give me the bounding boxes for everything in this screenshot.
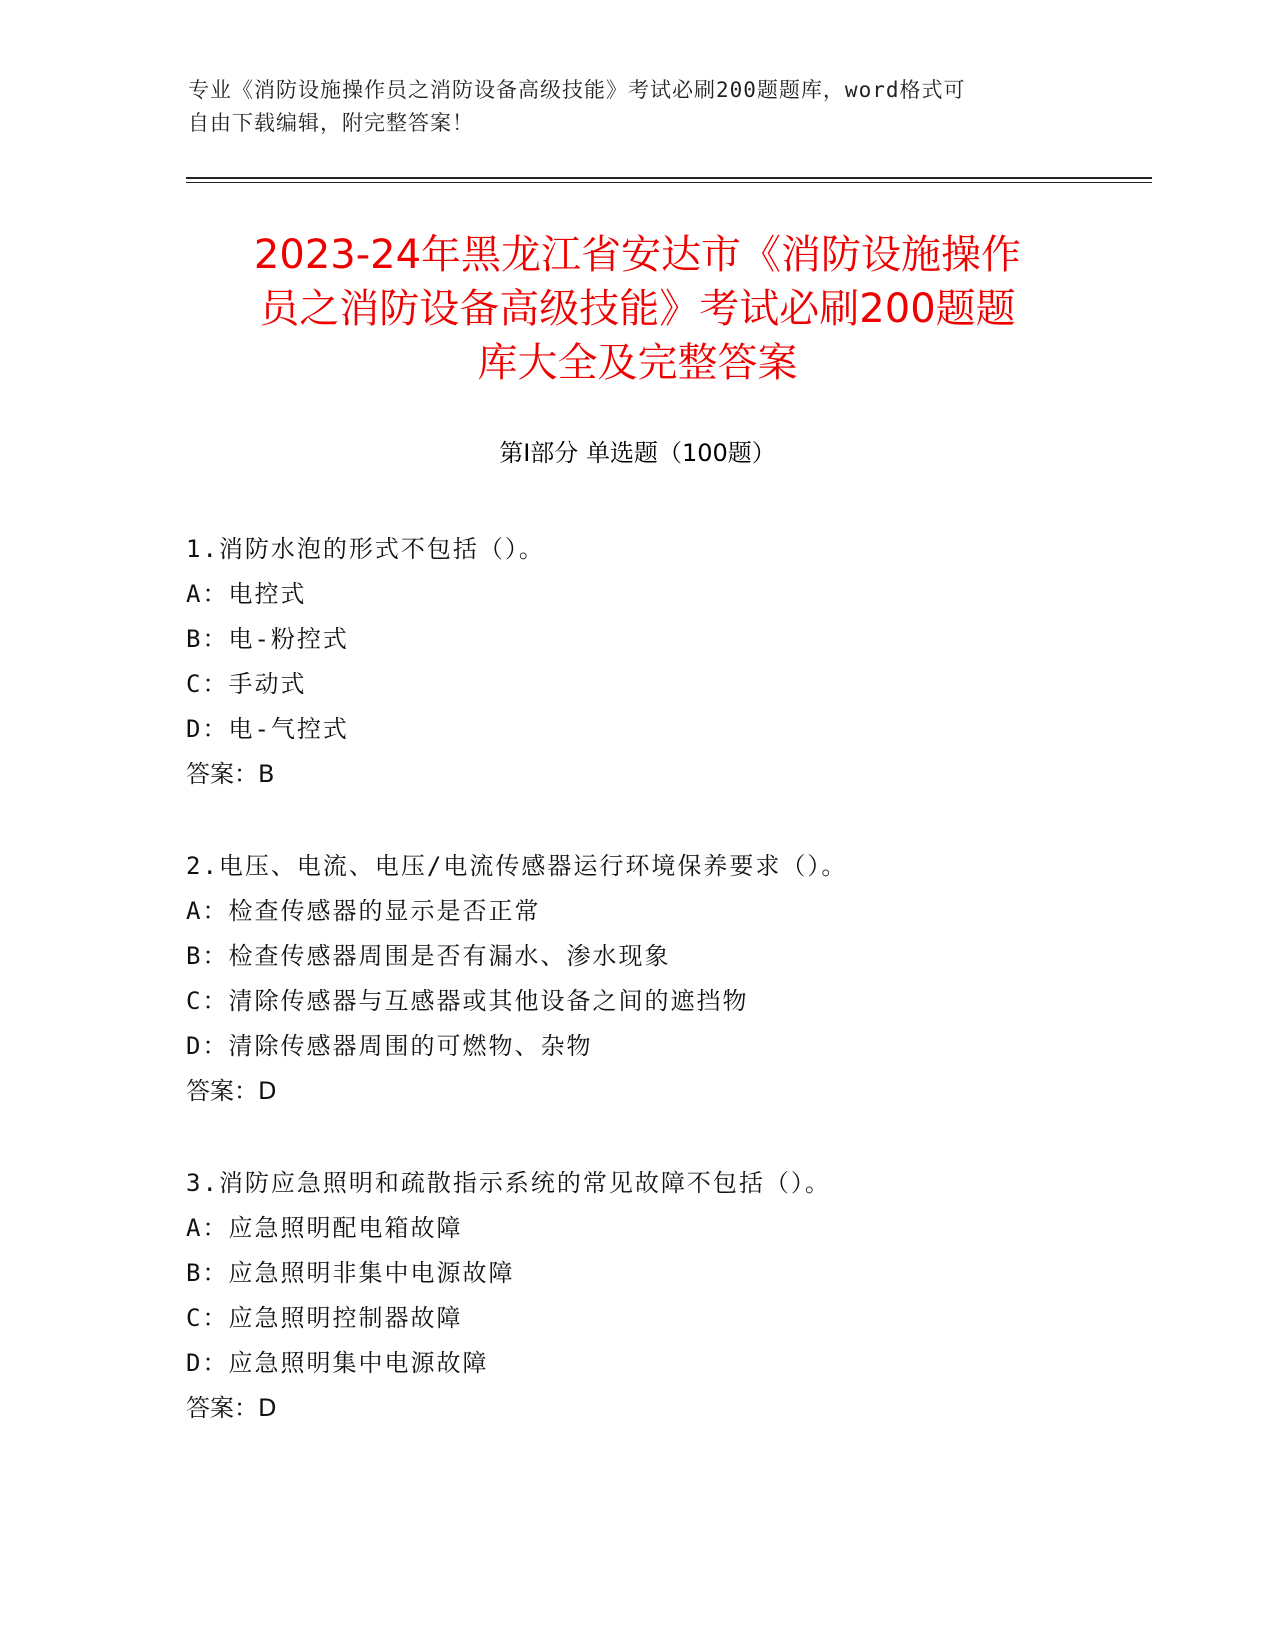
option-d: D：电-气控式 [186,715,349,743]
option-b: B：电-粉控式 [186,625,349,653]
option-b: B：应急照明非集中电源故障 [186,1259,515,1287]
question-3 [186,1161,1086,1431]
header-divider-thin [186,182,1152,183]
header-note-line-2: 自由下载编辑，附完整答案！ [188,111,474,135]
option-c: C：清除传感器与互感器或其他设备之间的遮挡物 [186,987,749,1015]
title-line-3: 库大全及完整答案 [477,340,798,386]
title-line-1: 2023-24年黑龙江省安达市《消防设施操作 [253,232,1022,278]
option-d: D：应急照明集中电源故障 [186,1349,489,1377]
section-heading: 第I部分 单选题（100题） [499,439,776,467]
question-1 [186,527,1086,797]
header-note [188,74,1068,140]
option-a: A：检查传感器的显示是否正常 [186,897,541,925]
question-stem: 3.消防应急照明和疏散指示系统的常见故障不包括（）。 [186,1169,831,1197]
option-c: C：应急照明控制器故障 [186,1304,463,1332]
answer: 答案：B [186,760,275,788]
option-c: C：手动式 [186,670,307,698]
question-stem: 2.电压、电流、电压/电流传感器运行环境保养要求（）。 [186,852,848,880]
title-line-2: 员之消防设备高级技能》考试必刷200题题 [259,286,1016,332]
option-d: D：清除传感器周围的可燃物、杂物 [186,1032,593,1060]
option-a: A：电控式 [186,580,307,608]
document-title [190,228,1085,390]
answer: 答案：D [186,1077,277,1105]
question-2 [186,844,1086,1114]
answer: 答案：D [186,1394,277,1422]
question-stem: 1.消防水泡的形式不包括（）。 [186,535,545,563]
header-note-line-1: 专业《消防设施操作员之消防设备高级技能》考试必刷200题题库，word格式可 [188,78,966,102]
header-divider-thick [186,177,1152,179]
option-b: B：检查传感器周围是否有漏水、渗水现象 [186,942,671,970]
option-a: A：应急照明配电箱故障 [186,1214,463,1242]
